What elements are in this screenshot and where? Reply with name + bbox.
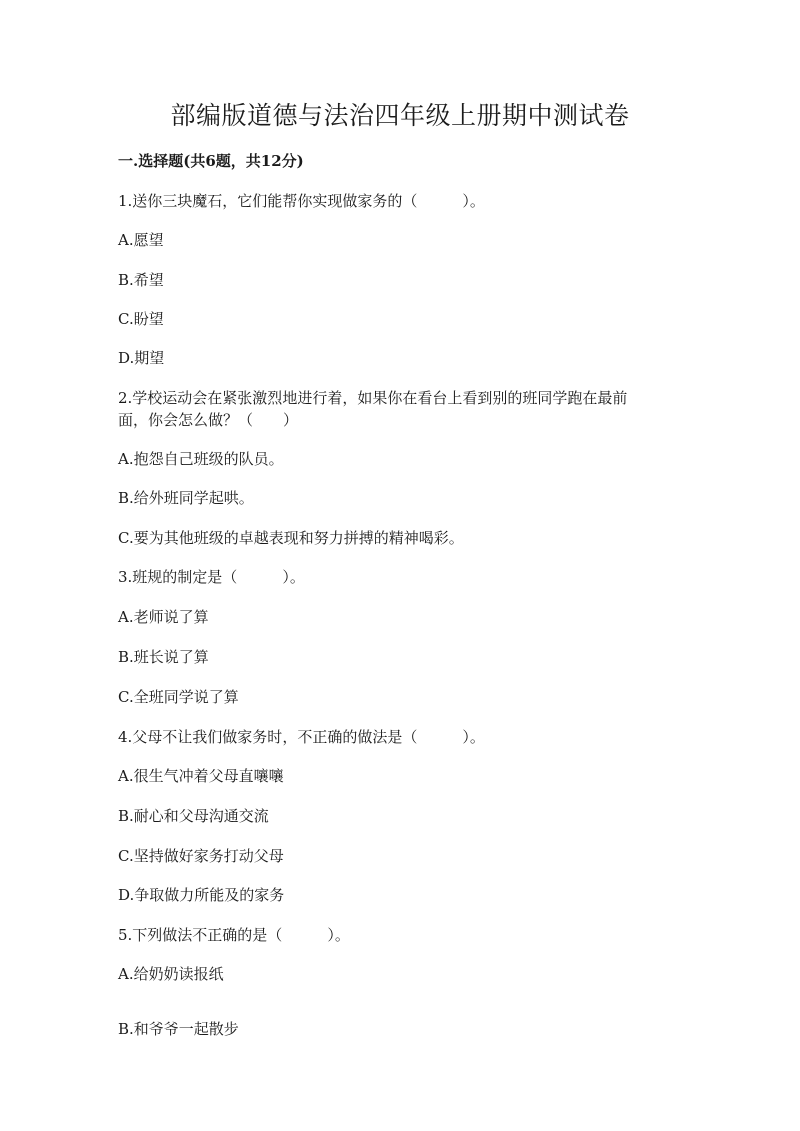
question-2-option-a: A.抱怨自己班级的队员。 (118, 450, 284, 468)
question-4-option-c: C.坚持做好家务打动父母 (118, 847, 284, 865)
question-1-stem: 1.送你三块魔石，它们能帮你实现做家务的（ ）。 (118, 192, 485, 210)
question-3-stem: 3.班规的制定是（ ）。 (118, 568, 305, 586)
question-3-option-b: B.班长说了算 (118, 648, 209, 666)
question-5-option-a: A.给奶奶读报纸 (118, 965, 224, 983)
question-3-option-c: C.全班同学说了算 (118, 688, 239, 706)
section-heading: 一.选择题(共6题，共12分) (118, 152, 304, 170)
question-3-option-a: A.老师说了算 (118, 608, 209, 626)
question-2-option-c: C.要为其他班级的卓越表现和努力拼搏的精神喝彩。 (118, 529, 464, 547)
question-4-option-b: B.耐心和父母沟通交流 (118, 807, 269, 825)
question-5-stem: 5.下列做法不正确的是（ ）。 (118, 926, 350, 944)
question-2-option-b: B.给外班同学起哄。 (118, 489, 254, 507)
question-4-option-d: D.争取做力所能及的家务 (118, 886, 285, 904)
question-2-stem-line-1: 2.学校运动会在紧张激烈地进行着，如果你在看台上看到别的班同学跑在最前 (118, 389, 628, 407)
question-1-option-b: B.希望 (118, 271, 164, 289)
question-1-option-a: A.愿望 (118, 231, 164, 249)
question-4-option-a: A.很生气冲着父母直嚷嚷 (118, 767, 284, 785)
question-5-option-b: B.和爷爷一起散步 (118, 1020, 239, 1038)
question-4-stem: 4.父母不让我们做家务时，不正确的做法是（ ）。 (118, 728, 485, 746)
page-title: 部编版道德与法治四年级上册期中测试卷 (170, 101, 630, 130)
question-2-stem-line-2: 面，你会怎么做？（ ） (118, 411, 299, 429)
question-1-option-d: D.期望 (118, 349, 165, 367)
question-1-option-c: C.盼望 (118, 310, 164, 328)
